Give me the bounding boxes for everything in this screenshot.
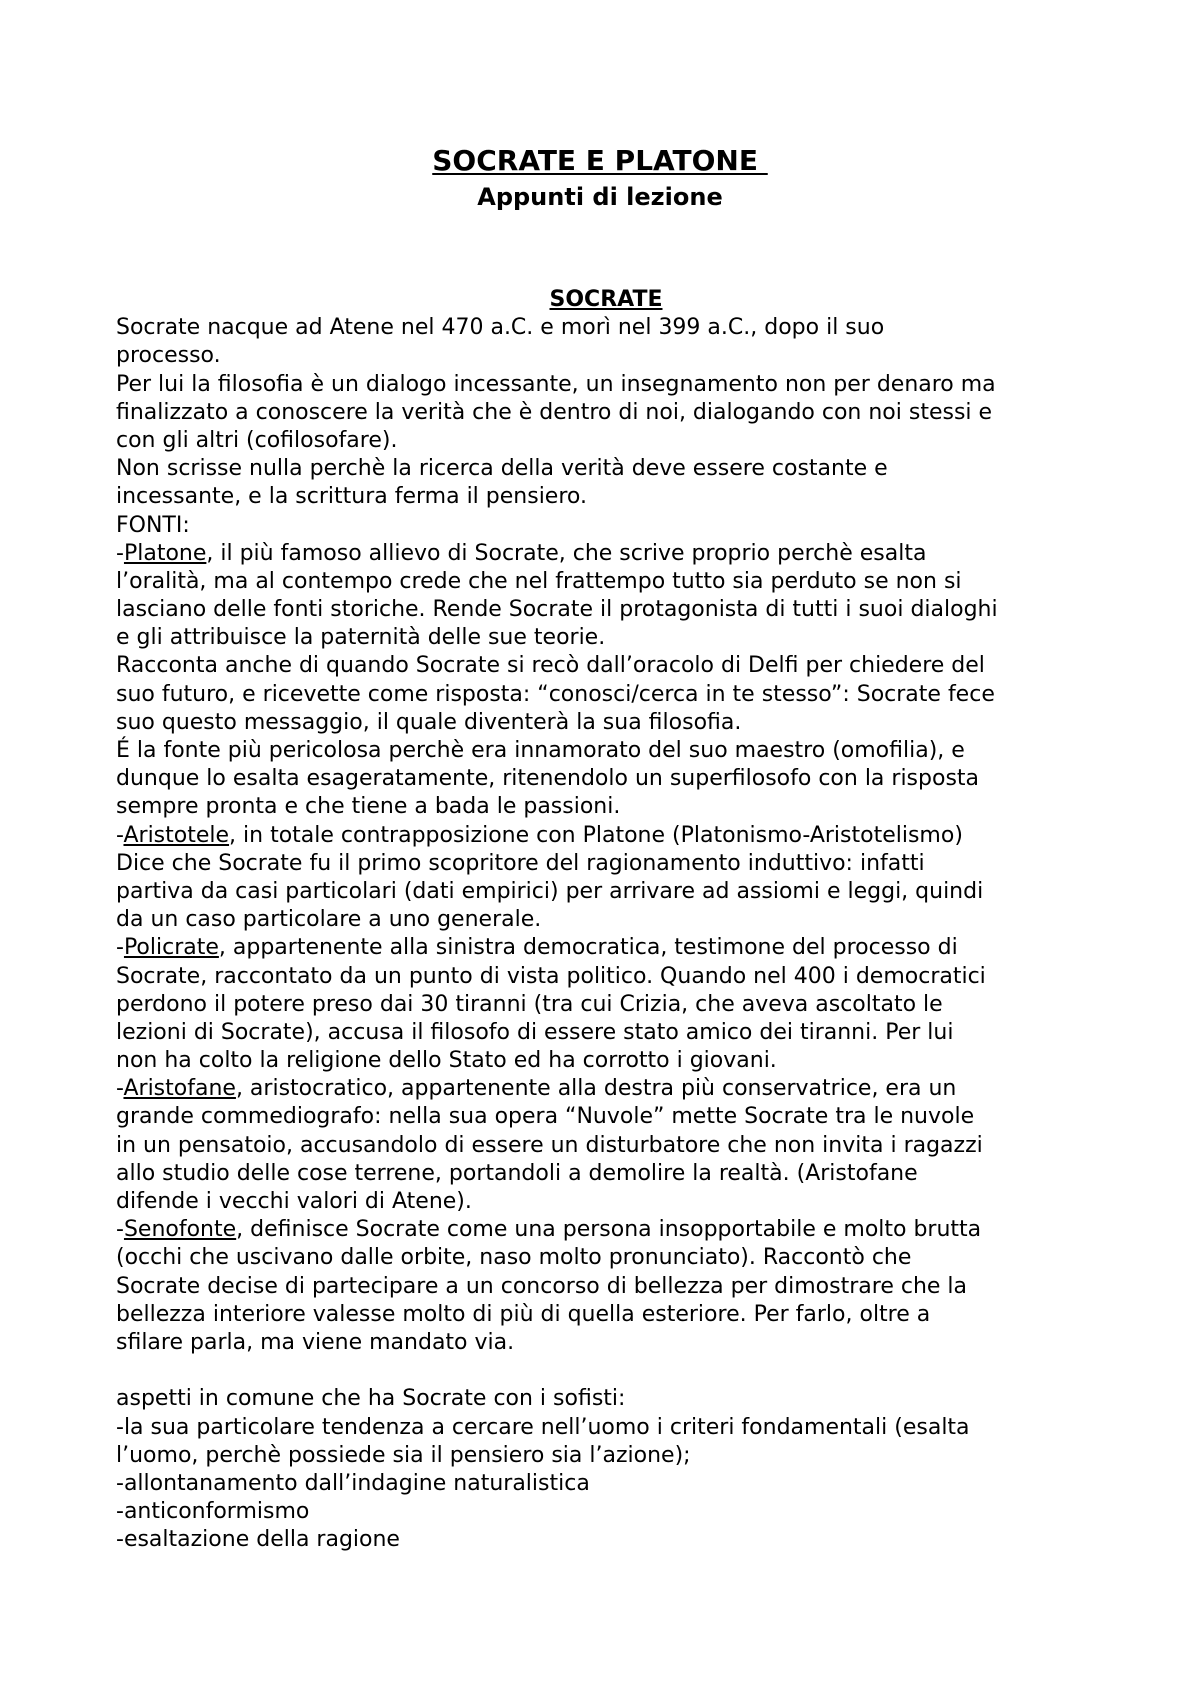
paragraph-line: sfilare parla, ma viene mandato via. — [116, 1329, 515, 1355]
paragraph-line: Non scrisse nulla perchè la ricerca della verità deve essere costante e — [116, 456, 888, 482]
paragraph-line: suo questo messaggio, il quale diventerà la sua filosofia. — [116, 709, 742, 735]
document-title-text: SOCRATE E PLATONE — [432, 144, 768, 177]
source-name-senofonte: Senofonte — [123, 1217, 237, 1243]
sofisti-heading: aspetti in comune che ha Socrate con i sofisti: — [116, 1386, 626, 1412]
source-name-aristofane: Aristofane — [123, 1076, 236, 1102]
list-item: -allontanamento dall’indagine naturalistica — [116, 1470, 590, 1496]
paragraph-line: (occhi che uscivano dalle orbite, naso molto pronunciato). Raccontò che — [116, 1245, 912, 1271]
blank-line — [116, 1357, 1096, 1385]
document-subtitle: Appunti di lezione — [477, 183, 723, 211]
paragraph-line: da un caso particolare a uno generale. — [116, 907, 542, 933]
source-name-platone: Platone — [123, 540, 207, 566]
paragraph-line: non ha colto la religione dello Stato ed ha corrotto i giovani. — [116, 1048, 777, 1074]
paragraph-line: in un pensatoio, accusandolo di essere un disturbatore che non invita i ragazzi — [116, 1132, 983, 1158]
source-aristotele-line: -Aristotele, in totale contrapposizione con Platone (Platonismo-Aristotelismo) — [116, 822, 963, 848]
list-item: l’uomo, perchè possiede sia il pensiero sia l’azione); — [116, 1442, 691, 1468]
paragraph-line: difende i vecchi valori di Atene). — [116, 1189, 472, 1214]
paragraph-line: suo futuro, e ricevette come risposta: “conosci/cerca in te stesso”: Socrate fece — [116, 681, 995, 707]
source-policrate-line: -Policrate, appartenente alla sinistra democratica, testimone del processo di — [116, 935, 958, 961]
paragraph-line: partiva da casi particolari (dati empirici) per arrivare ad assiomi e leggi, quindi — [116, 878, 984, 904]
paragraph-line: bellezza interiore valesse molto di più di quella esteriore. Per farlo, oltre a — [116, 1301, 931, 1327]
paragraph-line: Per lui la filosofia è un dialogo incessante, un insegnamento non per denaro ma — [116, 371, 996, 397]
source-senofonte-line: -Senofonte, definisce Socrate come una persona insopportabile e molto brutta — [116, 1217, 982, 1243]
paragraph-line: processo. — [116, 343, 221, 369]
source-aristofane-line: -Aristofane, aristocratico, appartenente alla destra più conservatrice, era un — [116, 1076, 957, 1102]
paragraph-line: grande commediografo: nella sua opera “Nuvole” mette Socrate tra le nuvole — [116, 1104, 975, 1130]
paragraph-line: e gli attribuisce la paternità delle sue teorie. — [116, 625, 606, 651]
source-platone-line: -Platone, il più famoso allievo di Socrate, che scrive proprio perchè esalta — [116, 540, 927, 566]
paragraph-line: Racconta anche di quando Socrate si recò dall’oracolo di Delfi per chiedere del — [116, 653, 985, 679]
section-heading: SOCRATE — [549, 287, 663, 312]
paragraph-line: allo studio delle cose terrene, portandoli a demolire la realtà. (Aristofane — [116, 1160, 918, 1186]
paragraph-line: l’oralità, ma al contempo crede che nel frattempo tutto sia perduto se non si — [116, 568, 962, 594]
list-item: -esaltazione della ragione — [116, 1527, 400, 1553]
paragraph-line: Dice che Socrate fu il primo scopritore del ragionamento induttivo: infatti — [116, 850, 925, 876]
paragraph-line: lezioni di Socrate), accusa il filosofo di essere stato amico dei tiranni. Per lui — [116, 1019, 954, 1045]
paragraph-line: finalizzato a conoscere la verità che è dentro di noi, dialogando con noi stessi e — [116, 399, 993, 425]
paragraph-line: sempre pronta e che tiene a bada le passioni. — [116, 794, 621, 820]
source-name-policrate: Policrate — [123, 935, 219, 961]
paragraph-line: perdono il potere preso dai 30 tiranni (tra cui Crizia, che aveva ascoltato le — [116, 991, 943, 1017]
list-item: -la sua particolare tendenza a cercare nell’uomo i criteri fondamentali (esalta — [116, 1414, 970, 1440]
paragraph-line: Socrate nacque ad Atene nel 470 a.C. e morì nel 399 a.C., dopo il suo — [116, 315, 885, 341]
paragraph-line: É la fonte più pericolosa perchè era innamorato del suo maestro (omofilia), e — [116, 738, 965, 763]
document-title — [0, 143, 1200, 179]
paragraph-line: Socrate, raccontato da un punto di vista politico. Quando nel 400 i democratici — [116, 963, 986, 989]
paragraph-line: incessante, e la scrittura ferma il pensiero. — [116, 484, 587, 510]
paragraph-line: con gli altri (cofilosofare). — [116, 427, 398, 453]
document-body — [116, 286, 1096, 1554]
paragraph-line: Socrate decise di partecipare a un concorso di bellezza per dimostrare che la — [116, 1273, 968, 1299]
source-name-aristotele: Aristotele — [123, 822, 230, 848]
paragraph-line: dunque lo esalta esageratamente, ritenendolo un superfilosofo con la risposta — [116, 766, 980, 792]
paragraph-line: lasciano delle fonti storiche. Rende Socrate il protagonista di tutti i suoi dialoghi — [116, 597, 998, 623]
list-item: -anticonformismo — [116, 1499, 310, 1525]
fonti-label: FONTI: — [116, 512, 190, 538]
